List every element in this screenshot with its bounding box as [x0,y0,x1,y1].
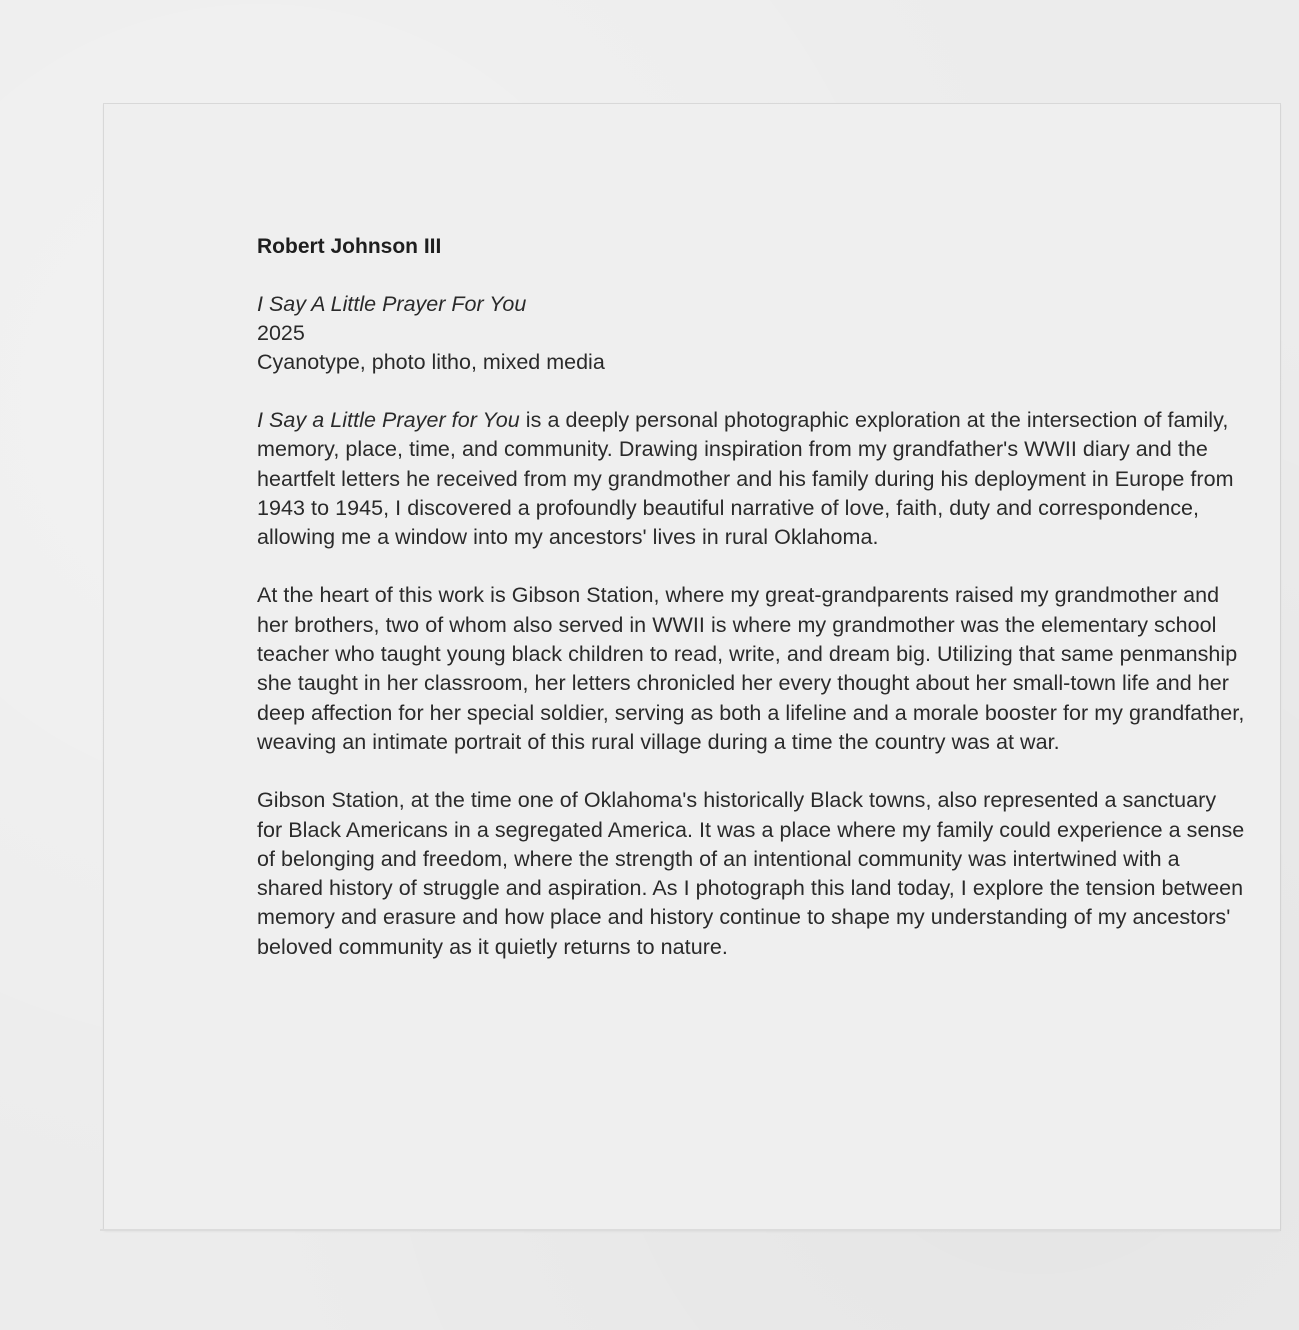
artwork-details [257,290,1247,377]
panel-bottom-edge [100,1229,1280,1231]
artwork-year: 2025 [257,321,305,345]
artwork-title: I Say A Little Prayer For You [257,292,527,316]
statement-paragraph-2: At the heart of this work is Gibson Station, where my great-grandparents raised my grandmother and her brothers, two of whom also served in WWII is where my grandmother was the elementary school teacher who taught young black children to read, write, and dream big. Utilizing that same penmanship she taught in her classroom, her letters chronicled her every thought about her small-town life and her deep affection for her special soldier, serving as both a lifeline and a morale booster for my grandfather, weaving an intimate portrait of this rural village during a time the country was at war. [257,583,1245,754]
statement-paragraph-1-text: is a deeply personal photographic exploration at the intersection of family, memory, place, time, and community. Drawing inspiration from my grandfather's WWII diary and the heartfelt letters he received from my grandmother and his family during his deployment in Europe from 1943 to 1945, I discovered a profoundly beautiful narrative of love, faith, duty and correspondence, allowing me a window into my ancestors' lives in rural Oklahoma. [257,408,1234,550]
artwork-medium: Cyanotype, photo litho, mixed media [257,350,605,374]
wall-label-text [257,232,1247,962]
artist-name: Robert Johnson III [257,235,442,258]
statement-paragraph-3: Gibson Station, at the time one of Oklahoma's historically Black towns, also represented a sanctuary for Black Americans in a segregated America. It was a place where my family could experience a sense of belonging and freedom, where the strength of an intentional community was intertwined with a shared history of struggle and aspiration. As I photograph this land today, I explore the tension between memory and erasure and how place and history continue to shape my understanding of my ancestors' beloved community as it quietly returns to nature. [257,788,1245,959]
statement-title-italic: I Say a Little Prayer for You [257,408,520,432]
statement-paragraph-1 [257,406,1247,552]
